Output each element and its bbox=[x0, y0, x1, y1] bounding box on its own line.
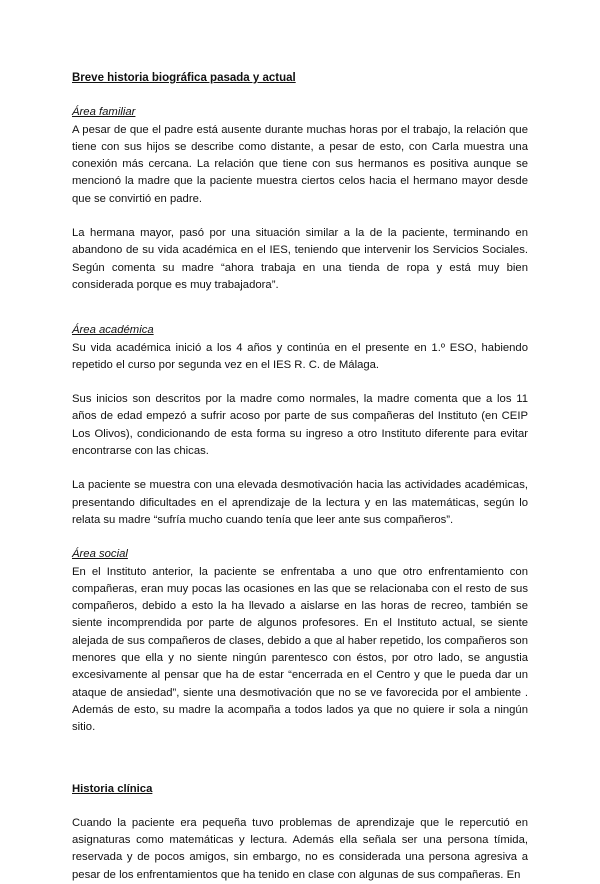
paragraph: En el Instituto anterior, la paciente se enfrentaba a uno que otro enfrentamiento con compañeras, eran muy pocas las ocasiones en las que se relacionaba con el resto de sus compañeros, debido a esto la ha llevado a aislarse en las horas de recreo, también se siente incomprendida por parte de algunos profesores. En el Instituto actual, se siente alejada de sus compañeros de clases, debido a que al haber repetido, los compañeros son menores que ella y no siente ningún parentesco con éstos, por otro lado, se angustia excesivamente al pensar que ha de estar “encerrada en el Centro y que le pueda dar un ataque de ansiedad”, siente una desmotivación que no se ve favorecida por el ambiente . Además de esto, su madre la acompaña a todos lados ya que no quiere ir sola a ningún sitio. bbox=[72, 565, 528, 734]
paragraph: Sus inicios son descritos por la madre como normales, la madre comenta que a los 11 años de edad empezó a sufrir acoso por parte de sus compañeras del Instituto (en CEIP Los Olivos), condicionando de esta forma su ingreso a otro Instituto diferente para evitar encontrarse con las chicas. bbox=[72, 393, 528, 458]
document-body bbox=[72, 70, 528, 884]
paragraph: La hermana mayor, pasó por una situación similar a la de la paciente, terminando en abandono de su vida académica en el IES, teniendo que intervenir los Servicios Sociales. Según comenta su madre “ahora trabaja en una tienda de ropa y está muy bien considerada porque es muy trabajadora”. bbox=[72, 227, 528, 291]
paragraph: Cuando la paciente era pequeña tuvo problemas de aprendizaje que le repercutió en asignaturas como matemáticas y lectura. Además ella señala ser una persona tímida, reservada y de pocos amigos, sin embargo, no es considerada una persona agresiva a pesar de los enfrentamientos que ha tenido en clase con algunas de sus compañeras. En bbox=[72, 816, 528, 881]
section-area-academica bbox=[72, 322, 528, 529]
paragraph: A pesar de que el padre está ausente durante muchas horas por el trabajo, la relación que tiene con sus hijos se describe como distante, a pesar de esto, con Carla muestra una conexión más cercana. La relación que tiene con sus hermanos es positiva aunque se mencionó la madre que la paciente muestra ciertos celos hacia el hermano mayor desde que se convirtió en padre. bbox=[72, 123, 528, 205]
section-historia-clinica bbox=[72, 781, 528, 884]
paragraph: Su vida académica inició a los 4 años y continúa en el presente en 1.º ESO, habiendo repetido el curso por segunda vez en el IES R. C. de Málaga. bbox=[72, 341, 528, 371]
section-heading-social: Área social bbox=[72, 548, 128, 561]
section-heading-familiar: Área familiar bbox=[72, 106, 136, 119]
paragraph: La paciente se muestra con una elevada desmotivación hacia las actividades académicas, presentando dificultades en el aprendizaje de la lectura y en las matemáticas, según lo relata su madre “sufría mucho cuando tenía que leer ante sus compañeros”. bbox=[72, 479, 528, 526]
section-area-social bbox=[72, 546, 528, 736]
section-heading-clinica: Historia clínica bbox=[72, 782, 153, 795]
section-area-familiar bbox=[72, 104, 528, 294]
section-heading-academica: Área académica bbox=[72, 324, 154, 337]
document-title: Breve historia biográfica pasada y actual bbox=[72, 72, 296, 84]
